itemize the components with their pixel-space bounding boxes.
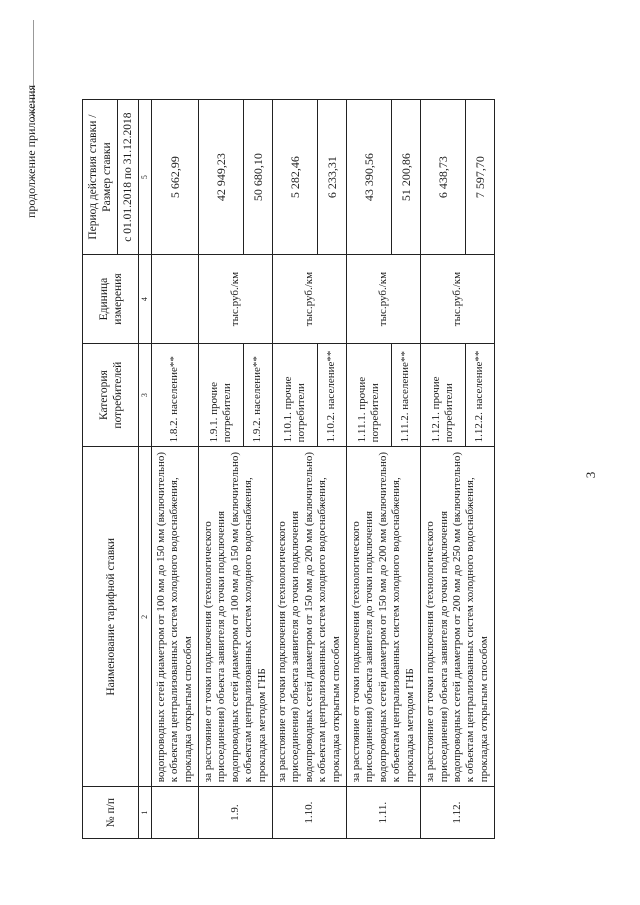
row-value: 42 949,23 [199, 100, 244, 255]
row-unit: тыс.руб./км [273, 255, 347, 344]
header-row [83, 100, 118, 839]
row-value: 51 200,86 [392, 100, 421, 255]
row-unit: тыс.руб./км [421, 255, 495, 344]
table-row [199, 100, 244, 839]
row-unit: тыс.руб./км [199, 255, 273, 344]
header-period-dates: с 01.01.2018 по 31.12.2018 [118, 100, 139, 255]
column-number: 4 [139, 255, 152, 344]
row-category: 1.11.1. прочие потребители [347, 343, 392, 446]
row-number: 1.11. [347, 787, 421, 839]
header-no: № п/п [83, 787, 139, 839]
column-number: 5 [139, 100, 152, 255]
row-unit: тыс.руб./км [347, 255, 421, 344]
row-category: 1.12.1. прочие потребители [421, 343, 466, 446]
row-category: 1.11.2. население** [392, 343, 421, 446]
row-value: 50 680,10 [244, 100, 273, 255]
row-value: 6 438,73 [421, 100, 466, 255]
tariff-table [82, 99, 495, 839]
column-number: 1 [139, 787, 152, 839]
row-value: 7 597,70 [466, 100, 495, 255]
row-category: 1.8.2. население** [151, 343, 198, 446]
row-number: 1.9. [199, 787, 273, 839]
row-name: за расстояние от точки подключения (технологического присоединения) объекта заявителя до точки подключения водопроводных сетей диаметром от 150 мм до 200 мм (включительно) к объектам централизованных систем холодного водоснабжения, прокладка методом ГНБ [347, 447, 421, 787]
header-category: Категория потребителей [83, 343, 139, 446]
column-number-row [139, 100, 152, 839]
row-name: водопроводных сетей диаметром от 100 мм до 150 мм (включительно) к объектам централизованных систем холодного водоснабжения, прокладка открытым способом [151, 447, 198, 787]
column-number: 3 [139, 343, 152, 446]
row-category: 1.9.2. население** [244, 343, 273, 446]
row-number: 1.10. [273, 787, 347, 839]
row-category: 1.10.2. население** [318, 343, 347, 446]
continuation-label: продолжение приложения [24, 85, 38, 218]
row-category: 1.9.1. прочие потребители [199, 343, 244, 446]
table-row [273, 100, 318, 839]
row-number: 1.12. [421, 787, 495, 839]
row-value: 5 282,46 [273, 100, 318, 255]
rotated-page [20, 65, 620, 885]
row-value: 43 390,56 [347, 100, 392, 255]
row-name: за расстояние от точки подключения (технологического присоединения) объекта заявителя до точки подключения водопроводных сетей диаметром от 200 мм до 250 мм (включительно) к объектам централизованных систем холодного водоснабжения, прокладка открытым способом [421, 447, 495, 787]
row-value: 6 233,31 [318, 100, 347, 255]
page-number: 3 [583, 471, 598, 479]
table-row [421, 100, 466, 839]
table-row [347, 100, 392, 839]
row-number [151, 787, 198, 839]
header-unit: Единица измерения [83, 255, 139, 344]
row-name: за расстояние от точки подключения (технологического присоединения) объекта заявителя до точки подключения водопроводных сетей диаметром от 100 мм до 150 мм (включительно) к объектам централизованных систем холодного водоснабжения, прокладка методом ГНБ [199, 447, 273, 787]
row-name: за расстояние от точки подключения (технологического присоединения) объекта заявителя до точки подключения водопроводных сетей диаметром от 150 мм до 200 мм (включительно) к объектам централизованных систем холодного водоснабжения, прокладка открытым способом [273, 447, 347, 787]
table-row [151, 100, 198, 839]
row-category: 1.12.2. население** [466, 343, 495, 446]
header-name: Наименование тарифной ставки [83, 447, 139, 787]
row-category: 1.10.1. прочие потребители [273, 343, 318, 446]
row-unit [151, 255, 198, 344]
column-number: 2 [139, 447, 152, 787]
row-value: 5 662,99 [151, 100, 198, 255]
header-period: Период действия ставки /Размер ставки [83, 100, 118, 255]
